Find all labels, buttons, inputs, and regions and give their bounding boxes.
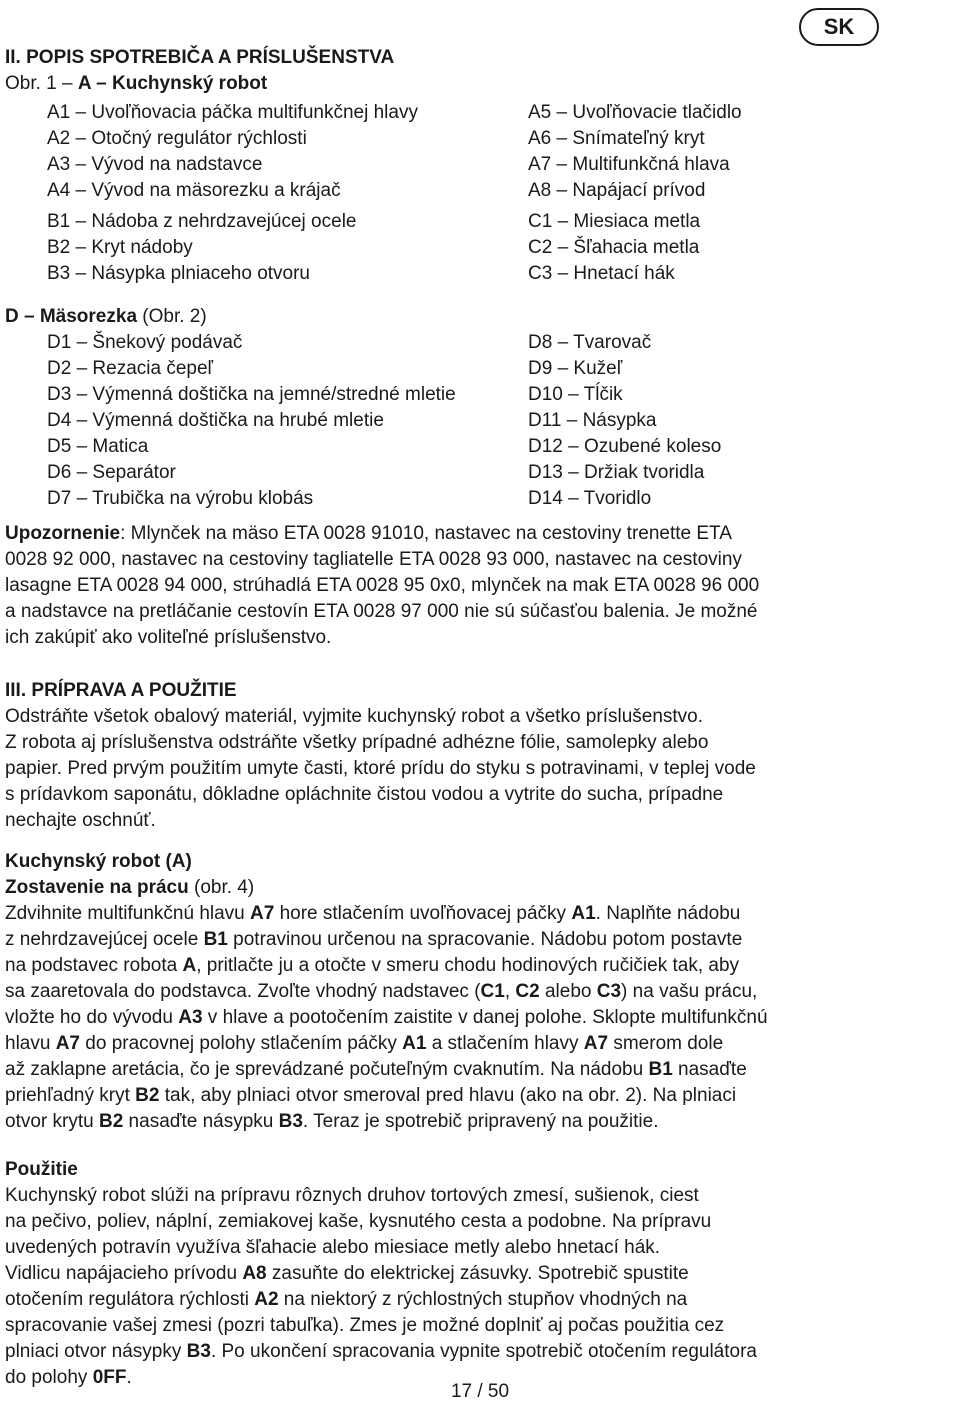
paragraph-line [5,1109,955,1135]
section-title: II. POPIS SPOTREBIČA A PRÍSLUŠENSTVA [5,47,395,68]
list-item: B2 – Kryt nádoby [47,237,193,258]
list-d-right [528,330,721,512]
text-run: plniaci otvor násypky [5,1341,187,1362]
bold-reference: C1 [480,981,505,1002]
list-b [47,209,356,287]
list-item: B1 – Nádoba z nehrdzavejúcej ocele [47,211,357,232]
text-run: a stlačením hlavy [426,1033,584,1054]
list-item: A6 – Snímateľný kryt [528,128,705,149]
list-item: A5 – Uvoľňovacie tlačidlo [528,102,742,123]
paragraph-line [5,1031,955,1057]
list-item: C3 – Hnetací hák [528,263,675,284]
subsection-title: Použitie [5,1159,78,1180]
bold-reference: B1 [203,929,228,950]
list-c [528,209,700,287]
paragraph-line [5,1209,955,1235]
text-run: nasaďte [672,1059,747,1080]
list-item: D9 – Kužeľ [528,358,623,379]
text-run: potravinou určenou na spracovanie. Nádobu potom postavte [227,929,743,950]
language-badge: SK [799,8,879,46]
paragraph-line: papier. Pred prvým použitím umyte časti, ktoré prídu do styku s potravinami, v teplej vode [5,758,756,779]
text-run: do polohy [5,1367,93,1388]
bold-reference: B1 [648,1059,673,1080]
paragraph-line [5,1287,955,1313]
text-run: ) na vašu prácu, [621,981,758,1002]
paragraph-line [5,1005,955,1031]
bold-reference: C3 [596,981,622,1002]
list-d-left [47,330,456,512]
list-item: D11 – Násypka [528,410,657,431]
paragraph-line: ich zakúpiť ako voliteľné príslušenstvo. [5,627,332,648]
list-item: D3 – Výmenná doštička na jemné/stredné mletie [47,384,456,405]
paragraph-line [5,1183,955,1209]
text-run: alebo [539,981,597,1002]
assembly-paragraph [5,901,955,1135]
text-run: sa zaaretovala do podstavca. Zvoľte vhodný nadstavec ( [5,981,481,1002]
text-run: . Po ukončení spracovania vypnite spotrebič otočením regulátora [210,1341,757,1362]
list-item: D2 – Rezacia čepeľ [47,358,214,379]
paragraph-line [5,1313,955,1339]
paragraph-line: 0028 92 000, nastavec na cestoviny tagliatelle ETA 0028 93 000, nastavec na cestoviny [5,549,742,570]
list-a-right [528,100,742,204]
bold-reference: A7 [583,1033,609,1054]
group-d-heading [5,304,207,330]
text-run: na podstavec robota [5,955,183,976]
bold-reference: A7 [55,1033,80,1054]
text-run: smerom dole [608,1033,724,1054]
figure-heading [5,71,267,97]
bold-reference: A [182,955,197,976]
text-run: Vidlicu napájacieho prívodu [5,1263,243,1284]
list-a-left [47,100,418,204]
text-run: , [504,981,516,1002]
bold-reference: A7 [250,903,275,924]
text-run: otvor krytu [5,1111,99,1132]
figure-ref: (obr. 4) [188,877,255,898]
list-item: C2 – Šľahacia metla [528,237,700,258]
list-item: A7 – Multifunkčná hlava [528,154,730,175]
subsection-heading [5,875,254,901]
text-run: uvedených potravín využíva šľahacie alebo miesiace metly alebo hnetací hák. [5,1237,661,1258]
text-run: do pracovnej polohy stlačením páčky [80,1033,403,1054]
text-run: . Teraz je spotrebič pripravený na použitie. [302,1111,659,1132]
text-run: zasuňte do elektrickej zásuvky. Spotrebič spustite [266,1263,689,1284]
bold-reference: A8 [242,1263,267,1284]
text-run: . [126,1367,132,1388]
text-run: vložte ho do vývodu [5,1007,179,1028]
text-run: z nehrdzavejúcej ocele [5,929,204,950]
text-run: priehľadný kryt [5,1085,136,1106]
group-d-figure-ref: (Obr. 2) [137,306,207,327]
paragraph-line: s prídavkom saponátu, dôkladne opláchnite čistou vodou a vytrite do sucha, prípadne [5,784,724,805]
page-number: 17 / 50 [450,1381,510,1402]
paragraph-line [5,1057,955,1083]
list-item: D6 – Separátor [47,462,176,483]
paragraph-line: lasagne ETA 0028 94 000, strúhadlá ETA 0028 95 0x0, mlynček na mak ETA 0028 96 000 [5,575,760,596]
bold-reference: B3 [278,1111,303,1132]
bold-reference: B3 [186,1341,211,1362]
paragraph-line [5,1339,955,1365]
bold-reference: A1 [571,903,596,924]
group-d-label: D – Mäsorezka [5,306,138,327]
bold-reference: B2 [135,1085,160,1106]
list-item: D12 – Ozubené koleso [528,436,722,457]
paragraph-line [5,1261,955,1287]
list-item: C1 – Miesiaca metla [528,211,701,232]
bold-reference: A1 [402,1033,427,1054]
paragraph-line: Z robota aj príslušenstva odstráňte všetky prípadné adhézne fólie, samolepky alebo [5,732,709,753]
text-run: , pritlačte ju a otočte v smeru chodu hodinových ručičiek tak, aby [196,955,740,976]
text-run: Kuchynský robot slúži na prípravu rôznych druhov tortových zmesí, sušienok, ciest [5,1185,699,1206]
bold-reference: C2 [515,981,540,1002]
warning-label: Upozornenie [5,523,121,544]
paragraph-line [5,901,955,927]
list-item: D4 – Výmenná doštička na hrubé mletie [47,410,384,431]
list-item: D1 – Šnekový podávač [47,332,243,353]
paragraph-line: Upozornenie: Mlynček na mäso ETA 0028 91010, nastavec na cestoviny trenette ETA [5,523,732,544]
paragraph-line [5,979,955,1005]
list-item: D5 – Matica [47,436,149,457]
text-run: v hlave a pootočením zaistite v danej polohe. Sklopte multifunkčnú [202,1007,768,1028]
paragraph-line [5,1235,955,1261]
preparation-paragraph [5,704,955,834]
list-item: D13 – Držiak tvoridla [528,462,705,483]
paragraph-line: a nadstavce na pretláčanie cestovín ETA 0028 97 000 nie sú súčasťou balenia. Je možné [5,601,758,622]
subsection-title: Kuchynský robot (A) [5,851,192,872]
list-item: A1 – Uvoľňovacia páčka multifunkčnej hlavy [47,102,418,123]
list-item: A2 – Otočný regulátor rýchlosti [47,128,307,149]
list-item: A8 – Napájací prívod [528,180,706,201]
bold-reference: B2 [98,1111,124,1132]
text-run: hlavu [5,1033,56,1054]
text-run: . Naplňte nádobu [595,903,741,924]
section-title: III. PRÍPRAVA A POUŽITIE [5,680,237,701]
paragraph-line [5,927,955,953]
usage-paragraph [5,1183,955,1391]
bold-reference: A2 [254,1289,279,1310]
text-run: Zdvihnite multifunkčnú hlavu [5,903,251,924]
paragraph-line: Odstráňte všetok obalový materiál, vyjmite kuchynský robot a všetko príslušenstvo. [5,706,704,727]
list-item: D8 – Tvarovač [528,332,652,353]
text-run: tak, aby plniaci otvor smeroval pred hlavu (ako na obr. 2). Na plniaci [159,1085,737,1106]
list-item: A4 – Vývod na mäsorezku a krájač [47,180,341,201]
list-item: B3 – Násypka plniaceho otvoru [47,263,310,284]
paragraph-line: nechajte oschnúť. [5,810,156,831]
warning-paragraph [5,521,955,651]
paragraph-line [5,1083,955,1109]
text-run: na niektorý z rýchlostných stupňov vhodných na [278,1289,688,1310]
text-run: hore stlačením uvoľňovacej páčky [274,903,572,924]
bold-reference: A3 [178,1007,203,1028]
list-item: A3 – Vývod na nadstavce [47,154,263,175]
subsection-title: Zostavenie na prácu [5,877,189,898]
list-item: D14 – Tvoridlo [528,488,652,509]
text-run: až zaklapne aretácia, čo je sprevádzané počuteľným cvaknutím. Na nádobu [5,1059,649,1080]
list-item: D7 – Trubička na výrobu klobás [47,488,314,509]
group-a-label: A – Kuchynský robot [77,73,268,94]
text-run: nasaďte násypku [123,1111,279,1132]
text-run: otočením regulátora rýchlosti [5,1289,255,1310]
list-item: D10 – Tĺčik [528,384,623,405]
text-run: spracovanie vašej zmesi (pozri tabuľka). Zmes je možné doplniť aj počas použitia cez [5,1315,725,1336]
paragraph-line [5,953,955,979]
figure-ref: Obr. 1 – [5,73,73,94]
bold-reference: 0FF [92,1367,127,1388]
text-run: na pečivo, poliev, náplní, zemiakovej kaše, kysnutého cesta a podobne. Na prípravu [5,1211,712,1232]
